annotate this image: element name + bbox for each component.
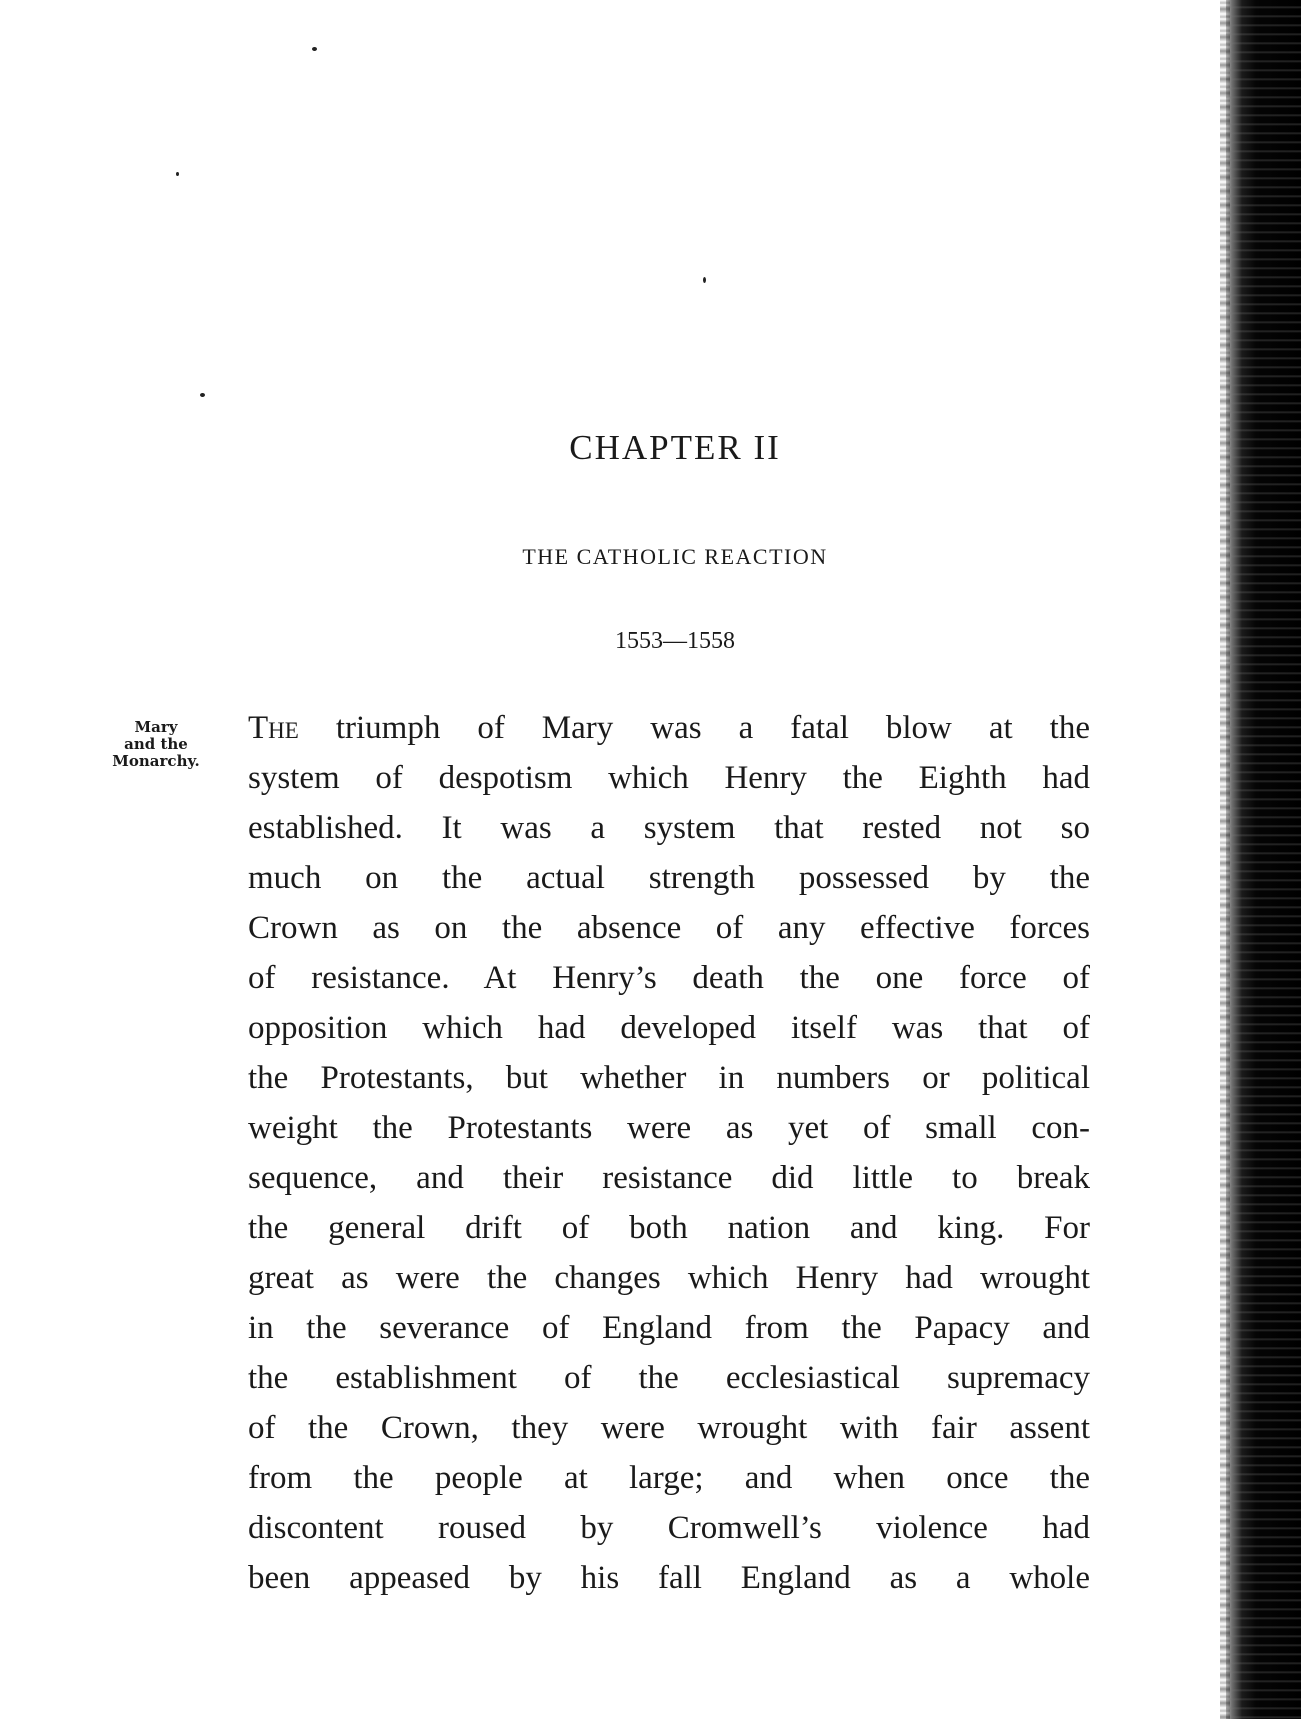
scan-speck <box>176 172 179 176</box>
text-line: the general drift of both nation and king. For <box>248 1210 1090 1246</box>
text-line: been appeased by his fall England as a whole <box>248 1560 1090 1596</box>
chapter-number: CHAPTER II <box>569 428 781 467</box>
text-line: established. It was a system that rested not so <box>248 810 1090 846</box>
text-line: opposition which had developed itself was that of <box>248 1010 1090 1046</box>
sidenote-line: Monarchy. <box>112 752 200 770</box>
sidenote-line: and the <box>124 735 188 753</box>
text-line: system of despotism which Henry the Eighth had <box>248 760 1090 796</box>
text-line: sequence, and their resistance did little to break <box>248 1160 1090 1196</box>
chapter-title: THE CATHOLIC REACTION <box>522 544 828 569</box>
body-paragraph <box>248 703 1090 1603</box>
text-line: of resistance. At Henry’s death the one force of <box>248 960 1090 996</box>
sidenote-line: Mary <box>134 718 178 736</box>
first-line-text: triumph of Mary was a fatal blow at the <box>298 710 1090 746</box>
text-line: discontent roused by Cromwell’s violence had <box>248 1510 1090 1546</box>
scan-speck <box>312 47 317 51</box>
text-line: of the Crown, they were wrought with fair assent <box>248 1410 1090 1446</box>
text-line: in the severance of England from the Papacy and <box>248 1310 1090 1346</box>
margin-sidenote <box>86 719 226 770</box>
drop-word: The <box>248 710 299 746</box>
scan-speck <box>200 393 205 397</box>
chapter-years: 1553—1558 <box>615 628 735 654</box>
text-line: from the people at large; and when once the <box>248 1460 1090 1496</box>
text-line: the establishment of the ecclesiastical supremacy <box>248 1360 1090 1396</box>
scan-binding-edge <box>1226 0 1301 1719</box>
text-line: great as were the changes which Henry had wrought <box>248 1260 1090 1296</box>
text-line: Crown as on the absence of any effective forces <box>248 910 1090 946</box>
scan-speck <box>703 277 706 283</box>
text-line: much on the actual strength possessed by the <box>248 860 1090 896</box>
text-line <box>248 703 1090 753</box>
text-line: weight the Protestants were as yet of small con- <box>248 1110 1090 1146</box>
text-line: the Protestants, but whether in numbers or political <box>248 1060 1090 1096</box>
